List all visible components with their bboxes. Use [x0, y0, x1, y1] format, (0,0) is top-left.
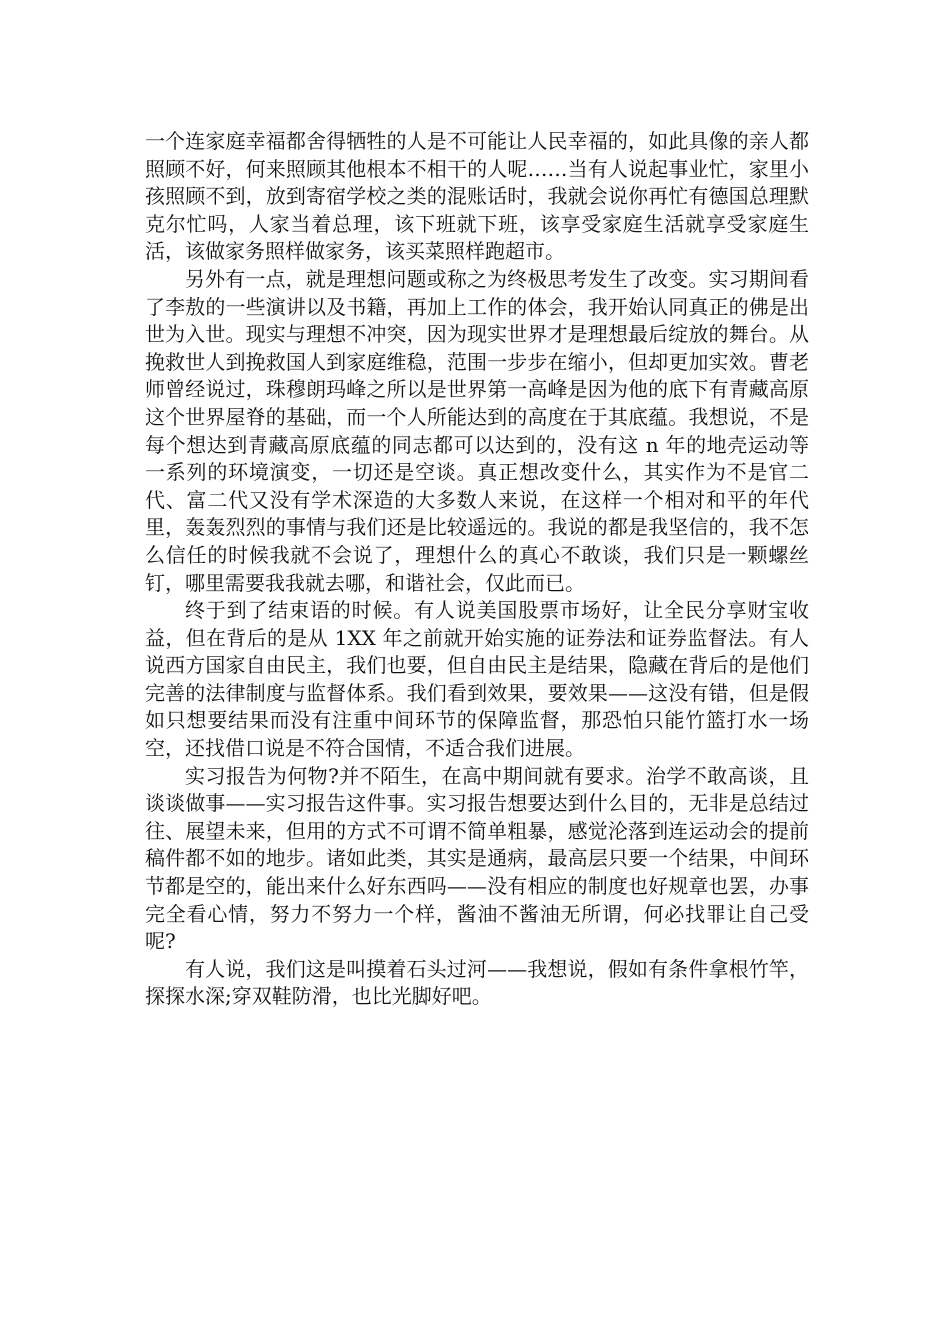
paragraph-4: 实习报告为何物?并不陌生，在高中期间就有要求。治学不敢高谈，且谈谈做事——实习报告这件事。实习报告想要达到什么目的，无非是总结过往、展望未来，但用的方式不可谓不简单粗暴，感觉沦落到连运动会的提前稿件都不如的地步。诸如此类，其实是通病，最高层只要一个结果，中间环节都是空的，能出来什么好东西吗——没有相应的制度也好规章也罢，办事完全看心情，努力不努力一个样，酱油不酱油无所谓，何必找罪让自己受呢? — [145, 763, 809, 954]
paragraph-2: 另外有一点，就是理想问题或称之为终极思考发生了改变。实习期间看了李敖的一些演讲以及书籍，再加上工作的体会，我开始认同真正的佛是出世为入世。现实与理想不冲突，因为现实世界才是理想最后绽放的舞台。从挽救世人到挽救国人到家庭维稳，范围一步步在缩小，但却更加实效。曹老师曾经说过，珠穆朗玛峰之所以是世界第一高峰是因为他的底下有青藏高原这个世界屋脊的基础，而一个人所能达到的高度在于其底蕴。我想说，不是每个想达到青藏高原底蕴的同志都可以达到的，没有这 n 年的地壳运动等一系列的环境演变，一切还是空谈。真正想改变什么，其实作为不是官二代、富二代又没有学术深造的大多数人来说，在这样一个相对和平的年代里，轰轰烈烈的事情与我们还是比较遥远的。我说的都是我坚信的，我不怎么信任的时候我就不会说了，理想什么的真心不敢谈，我们只是一颗螺丝钉，哪里需要我我就去哪，和谐社会，仅此而已。 — [145, 266, 809, 595]
paragraph-1: 一个连家庭幸福都舍得牺牲的人是不可能让人民幸福的，如此具像的亲人都照顾不好，何来照顾其他根本不相干的人呢……当有人说起事业忙，家里小孩照顾不到，放到寄宿学校之类的混账话时，我就会说你再忙有德国总理默克尔忙吗，人家当着总理，该下班就下班，该享受家庭生活就享受家庭生活，该做家务照样做家务，该买菜照样跑超市。 — [145, 129, 809, 264]
paragraph-3: 终于到了结束语的时候。有人说美国股票市场好，让全民分享财宝收益，但在背后的是从 1XX 年之前就开始实施的证券法和证券监督法。有人说西方国家自由民主，我们也要，但自由民主是结果，隐藏在背后的是他们完善的法律制度与监督体系。我们看到效果，要效果——这没有错，但是假如只想要结果而没有注重中间环节的保障监督，那恐怕只能竹篮打水一场空，还找借口说是不符合国情，不适合我们进展。 — [145, 598, 809, 761]
paragraph-5: 有人说，我们这是叫摸着石头过河——我想说，假如有条件拿根竹竿，探探水深;穿双鞋防滑，也比光脚好吧。 — [145, 956, 809, 1009]
document-body — [145, 128, 809, 1011]
